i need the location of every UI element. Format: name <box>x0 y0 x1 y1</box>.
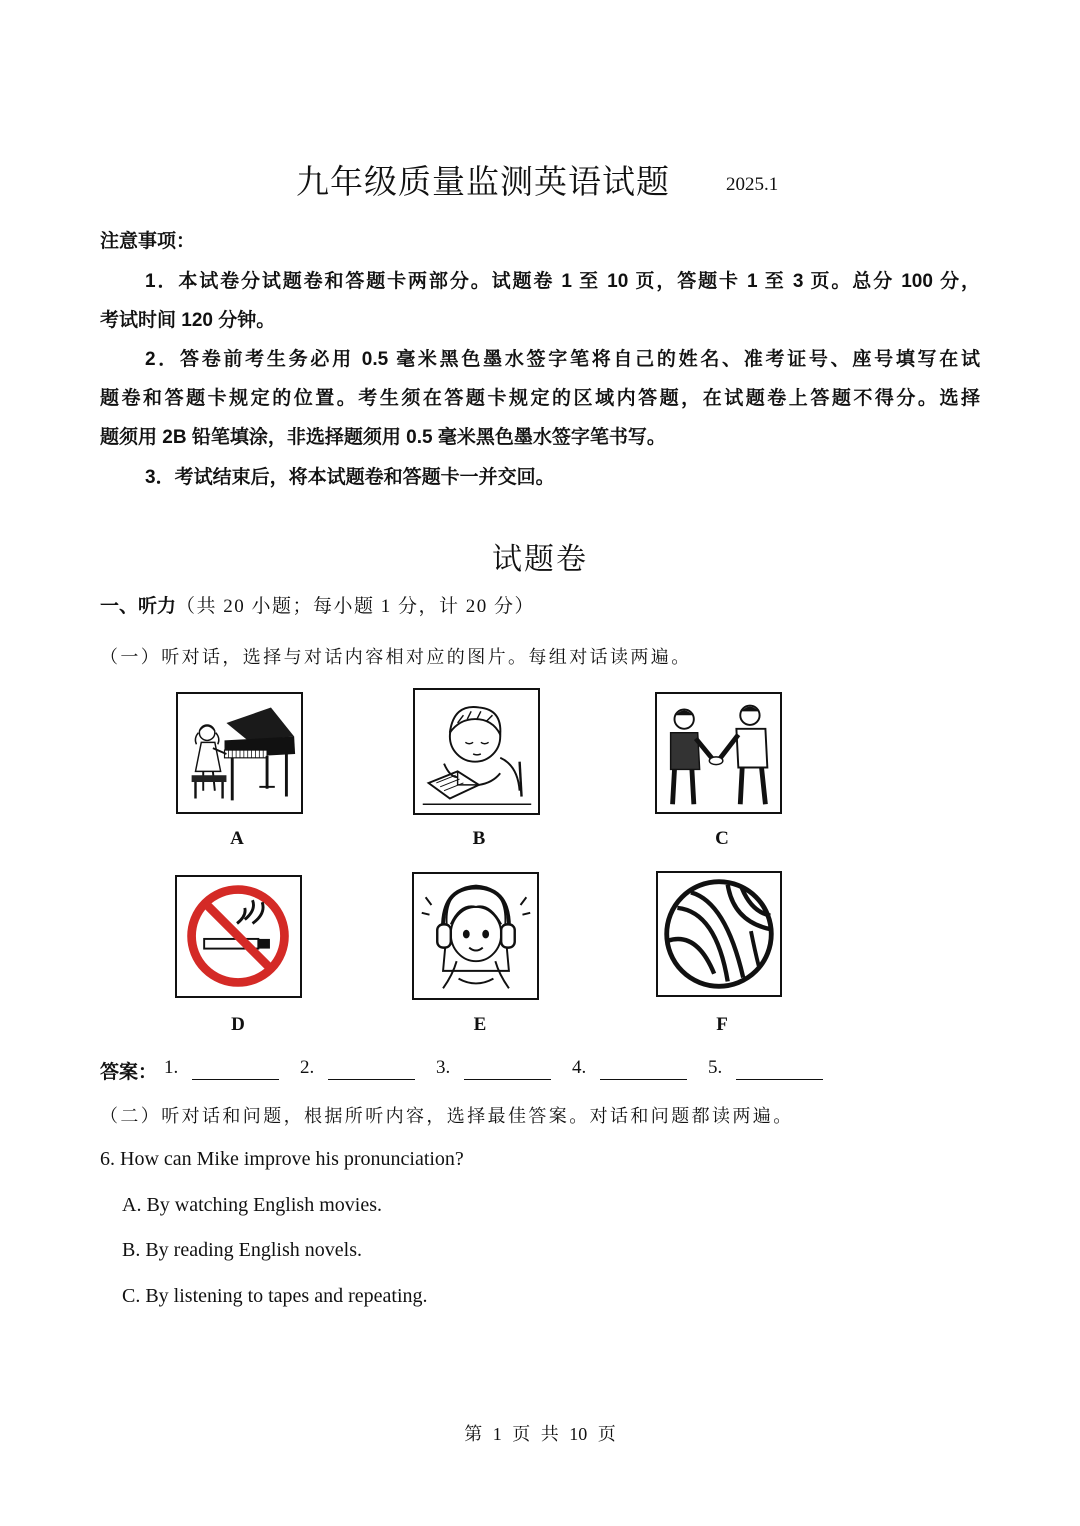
sub2-instruction: （二）听对话和问题，根据所听内容，选择最佳答案。对话和问题都读两遍。 <box>100 1106 794 1126</box>
answer-number-1: 1. <box>164 1057 179 1078</box>
no-smoking-icon <box>177 877 300 996</box>
picture-label-d: D <box>231 1014 245 1035</box>
exam-title: 九年级质量监测英语试题 <box>296 165 670 201</box>
piano-icon <box>178 694 301 812</box>
picture-label-e: E <box>473 1014 487 1035</box>
answer-number-3: 3. <box>436 1057 451 1078</box>
notice-item-2-line-2: 题卷和答题卡规定的位置。考生须在答题卡规定的区域内答题，在试题卷上答题不得分。选择 <box>100 388 980 409</box>
answer-number-2: 2. <box>300 1057 315 1078</box>
answer-blank-1 <box>192 1079 279 1080</box>
answer-label: 答案： <box>100 1062 158 1083</box>
notice-item-1-line-2: 考试时间 120 分钟。 <box>100 310 276 331</box>
picture-b-boy-reading <box>413 688 540 815</box>
picture-d-no-smoking <box>175 875 302 998</box>
picture-c-handshake <box>655 692 782 814</box>
exam-date: 2025.1 <box>726 174 779 195</box>
notice-item-2-line-3: 题须用 2B 铅笔填涂，非选择题须用 0.5 毫米黑色墨水签字笔书写。 <box>100 427 666 448</box>
volleyball-icon <box>658 873 780 995</box>
picture-label-a: A <box>230 828 244 849</box>
answer-number-4: 4. <box>572 1057 587 1078</box>
notice-heading: 注意事项： <box>100 231 196 252</box>
picture-e-girl-headphones <box>412 872 539 1000</box>
sub1-instruction: （一）听对话，选择与对话内容相对应的图片。每组对话读两遍。 <box>100 647 692 667</box>
notice-item-3-line-1: 3．考试结束后，将本试题卷和答题卡一并交回。 <box>145 467 555 488</box>
answer-blank-4 <box>600 1079 687 1080</box>
section-title: 试题卷 <box>492 543 588 576</box>
picture-label-c: C <box>715 828 729 849</box>
answer-blank-5 <box>736 1079 823 1080</box>
picture-label-f: F <box>716 1014 728 1035</box>
question-6-option-a: A. By watching English movies. <box>122 1194 382 1216</box>
handshake-icon <box>657 694 780 812</box>
page-footer: 第 1 页 共 10 页 <box>464 1424 616 1444</box>
picture-label-b: B <box>472 828 486 849</box>
answer-number-5: 5. <box>708 1057 723 1078</box>
part1-heading-line <box>100 591 535 618</box>
question-6-option-b: B. By reading English novels. <box>122 1239 362 1261</box>
question-6-option-c: C. By listening to tapes and repeating. <box>122 1285 428 1307</box>
answer-blank-3 <box>464 1079 551 1080</box>
book-icon <box>415 690 538 813</box>
part1-heading: 一、听力 <box>100 596 177 617</box>
notice-item-2-line-1: 2．答卷前考生务必用 0.5 毫米黑色墨水签字笔将自己的姓名、准考证号、座号填写在试 <box>145 349 980 370</box>
part1-note: （共 20 小题；每小题 1 分，计 20 分） <box>176 596 536 617</box>
picture-a-girl-playing-piano <box>176 692 303 814</box>
answer-blank-2 <box>328 1079 415 1080</box>
picture-f-volleyball <box>656 871 782 997</box>
headphones-icon <box>414 874 537 998</box>
notice-item-1-line-1: 1．本试卷分试题卷和答题卡两部分。试题卷 1 至 10 页，答题卡 1 至 3 页。总分 100 分， <box>145 271 980 292</box>
answer-row <box>100 1057 840 1085</box>
question-6-stem: 6. How can Mike improve his pronunciation? <box>100 1148 464 1170</box>
